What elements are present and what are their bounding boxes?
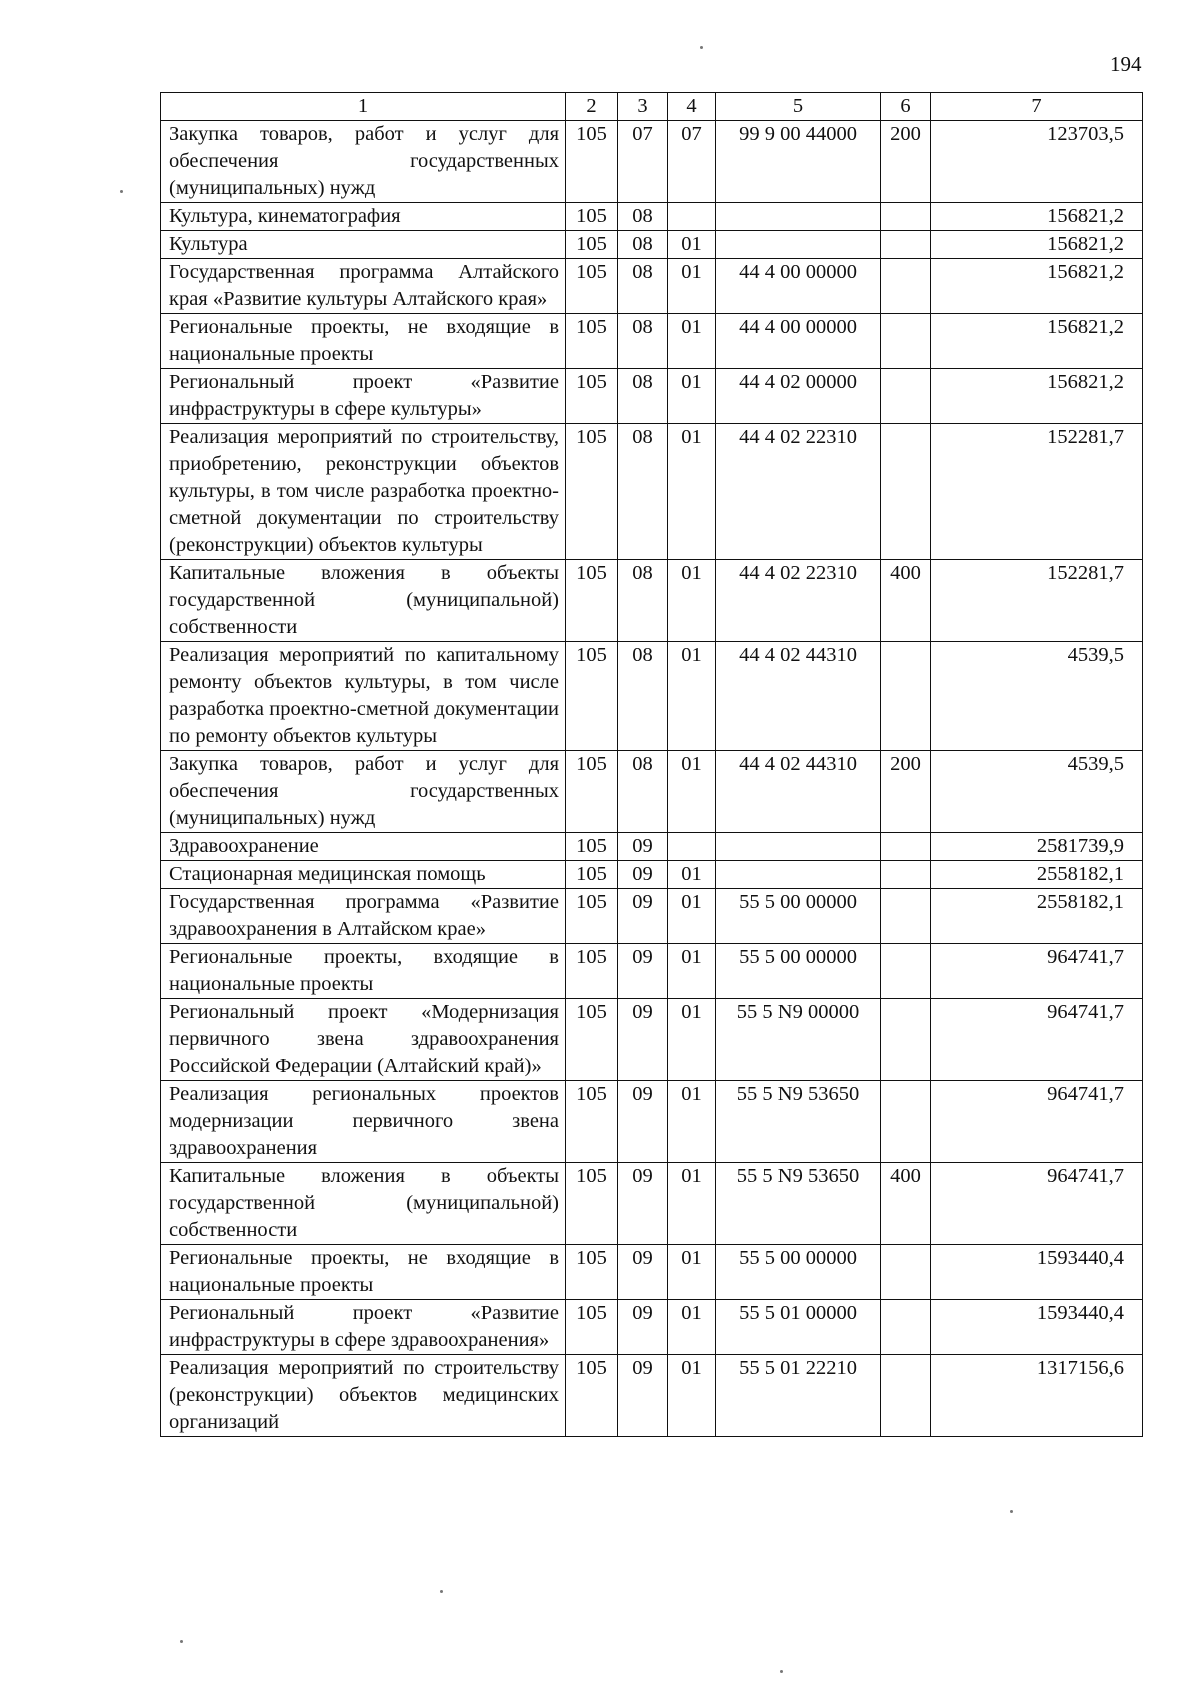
row-expense-type-code [881,231,931,259]
row-name: Здравоохранение [161,833,566,861]
row-ministry-code: 105 [566,1355,618,1437]
row-subsection-code: 01 [668,1355,716,1437]
row-ministry-code: 105 [566,560,618,642]
row-target-item-code: 44 4 02 22310 [716,560,881,642]
row-amount: 964741,7 [931,1163,1143,1245]
row-subsection-code: 01 [668,889,716,944]
header-cell-5: 5 [716,93,881,121]
table-row [161,1245,1143,1300]
scan-speck [1010,1510,1013,1513]
row-target-item-code: 55 5 N9 53650 [716,1081,881,1163]
row-amount: 964741,7 [931,1081,1143,1163]
table-row [161,424,1143,560]
row-target-item-code: 44 4 02 22310 [716,424,881,560]
row-expense-type-code [881,314,931,369]
row-expense-type-code [881,424,931,560]
table-row [161,231,1143,259]
row-section-code: 08 [618,560,668,642]
row-amount: 156821,2 [931,259,1143,314]
row-target-item-code: 44 4 02 00000 [716,369,881,424]
row-amount: 964741,7 [931,944,1143,999]
row-amount: 152281,7 [931,424,1143,560]
table-row [161,259,1143,314]
row-section-code: 09 [618,833,668,861]
row-amount: 2558182,1 [931,861,1143,889]
table-row [161,751,1143,833]
header-row [161,93,1143,121]
row-target-item-code: 55 5 01 00000 [716,1300,881,1355]
header-cell-7: 7 [931,93,1143,121]
scan-speck [180,1640,183,1643]
row-expense-type-code: 200 [881,751,931,833]
row-amount: 123703,5 [931,121,1143,203]
table-row [161,861,1143,889]
row-ministry-code: 105 [566,231,618,259]
row-amount: 152281,7 [931,560,1143,642]
row-name: Капитальные вложения в объекты государственной (муниципальной) собственности [161,560,566,642]
row-expense-type-code [881,1081,931,1163]
row-subsection-code: 01 [668,1245,716,1300]
table-row [161,944,1143,999]
row-section-code: 09 [618,1163,668,1245]
row-target-item-code: 44 4 00 00000 [716,314,881,369]
row-ministry-code: 105 [566,1163,618,1245]
row-section-code: 08 [618,642,668,751]
row-subsection-code: 01 [668,944,716,999]
row-amount: 4539,5 [931,751,1143,833]
row-amount: 1593440,4 [931,1245,1143,1300]
row-ministry-code: 105 [566,314,618,369]
row-subsection-code [668,833,716,861]
row-target-item-code: 44 4 02 44310 [716,642,881,751]
row-expense-type-code [881,861,931,889]
row-ministry-code: 105 [566,833,618,861]
row-ministry-code: 105 [566,1300,618,1355]
row-amount: 964741,7 [931,999,1143,1081]
row-target-item-code: 99 9 00 44000 [716,121,881,203]
row-expense-type-code: 400 [881,560,931,642]
row-ministry-code: 105 [566,642,618,751]
row-name: Реализация региональных проектов модернизации первичного звена здравоохранения [161,1081,566,1163]
header-cell-3: 3 [618,93,668,121]
row-expense-type-code: 400 [881,1163,931,1245]
table-row [161,1081,1143,1163]
header-cell-4: 4 [668,93,716,121]
row-expense-type-code [881,259,931,314]
row-amount: 4539,5 [931,642,1143,751]
row-name: Капитальные вложения в объекты государственной (муниципальной) собственности [161,1163,566,1245]
row-expense-type-code [881,833,931,861]
row-target-item-code: 44 4 02 44310 [716,751,881,833]
row-subsection-code: 01 [668,751,716,833]
scan-speck [780,1670,783,1673]
row-ministry-code: 105 [566,889,618,944]
row-name: Региональные проекты, не входящие в национальные проекты [161,314,566,369]
page-number: 194 [1110,52,1142,76]
row-name: Региональный проект «Развитие инфраструктуры в сфере культуры» [161,369,566,424]
scan-speck [700,46,703,49]
row-section-code: 09 [618,1355,668,1437]
row-section-code: 08 [618,751,668,833]
row-expense-type-code [881,1300,931,1355]
row-section-code: 08 [618,369,668,424]
row-name: Региональные проекты, не входящие в национальные проекты [161,1245,566,1300]
row-ministry-code: 105 [566,121,618,203]
row-subsection-code: 01 [668,1300,716,1355]
row-target-item-code [716,203,881,231]
row-amount: 1593440,4 [931,1300,1143,1355]
row-subsection-code: 01 [668,999,716,1081]
row-subsection-code: 01 [668,642,716,751]
row-name: Государственная программа Алтайского края «Развитие культуры Алтайского края» [161,259,566,314]
row-ministry-code: 105 [566,944,618,999]
header-cell-1: 1 [161,93,566,121]
row-section-code: 08 [618,259,668,314]
row-subsection-code: 01 [668,259,716,314]
row-section-code: 09 [618,1300,668,1355]
row-section-code: 09 [618,1081,668,1163]
row-expense-type-code [881,889,931,944]
row-subsection-code: 07 [668,121,716,203]
row-expense-type-code [881,203,931,231]
row-expense-type-code [881,999,931,1081]
row-amount: 2558182,1 [931,889,1143,944]
row-section-code: 08 [618,314,668,369]
table-row [161,889,1143,944]
row-ministry-code: 105 [566,1081,618,1163]
row-subsection-code: 01 [668,424,716,560]
row-expense-type-code [881,1245,931,1300]
row-amount: 1317156,6 [931,1355,1143,1437]
row-ministry-code: 105 [566,861,618,889]
table-row [161,833,1143,861]
row-target-item-code: 55 5 01 22210 [716,1355,881,1437]
row-name: Реализация мероприятий по строительству (реконструкции) объектов медицинских организаций [161,1355,566,1437]
table-row [161,369,1143,424]
table-row [161,1163,1143,1245]
row-target-item-code: 55 5 N9 00000 [716,999,881,1081]
row-ministry-code: 105 [566,424,618,560]
row-subsection-code: 01 [668,1081,716,1163]
row-section-code: 08 [618,231,668,259]
row-section-code: 09 [618,889,668,944]
row-name: Реализация мероприятий по строительству, приобретению, реконструкции объектов культуры, в том числе разработка проектно-сметной документации по строительству (реконструкции) объектов культуры [161,424,566,560]
row-expense-type-code [881,642,931,751]
row-name: Реализация мероприятий по капитальному ремонту объектов культуры, в том числе разработка проектно-сметной документации по ремонту объектов культуры [161,642,566,751]
scan-speck [440,1590,443,1593]
table-row [161,203,1143,231]
row-subsection-code: 01 [668,1163,716,1245]
row-ministry-code: 105 [566,369,618,424]
row-name: Государственная программа «Развитие здравоохранения в Алтайском крае» [161,889,566,944]
row-target-item-code: 55 5 N9 53650 [716,1163,881,1245]
row-expense-type-code [881,369,931,424]
table-row [161,999,1143,1081]
row-target-item-code [716,861,881,889]
row-amount: 2581739,9 [931,833,1143,861]
table-row [161,642,1143,751]
row-name: Региональный проект «Модернизация первичного звена здравоохранения Российской Федерации (Алтайский край)» [161,999,566,1081]
row-name: Региональные проекты, входящие в национальные проекты [161,944,566,999]
row-subsection-code: 01 [668,231,716,259]
row-name: Закупка товаров, работ и услуг для обеспечения государственных (муниципальных) нужд [161,751,566,833]
row-ministry-code: 105 [566,1245,618,1300]
row-name: Закупка товаров, работ и услуг для обеспечения государственных (муниципальных) нужд [161,121,566,203]
header-cell-6: 6 [881,93,931,121]
row-target-item-code: 55 5 00 00000 [716,889,881,944]
table-row [161,121,1143,203]
row-subsection-code: 01 [668,861,716,889]
row-section-code: 08 [618,424,668,560]
row-expense-type-code [881,944,931,999]
scan-speck [120,190,123,193]
row-amount: 156821,2 [931,369,1143,424]
row-section-code: 09 [618,944,668,999]
row-ministry-code: 105 [566,259,618,314]
row-amount: 156821,2 [931,231,1143,259]
row-target-item-code: 44 4 00 00000 [716,259,881,314]
row-name: Стационарная медицинская помощь [161,861,566,889]
table-row [161,1300,1143,1355]
header-cell-2: 2 [566,93,618,121]
row-target-item-code [716,833,881,861]
row-ministry-code: 105 [566,751,618,833]
row-section-code: 09 [618,861,668,889]
row-name: Региональный проект «Развитие инфраструктуры в сфере здравоохранения» [161,1300,566,1355]
row-amount: 156821,2 [931,203,1143,231]
row-subsection-code [668,203,716,231]
row-ministry-code: 105 [566,203,618,231]
row-section-code: 08 [618,203,668,231]
row-subsection-code: 01 [668,369,716,424]
row-section-code: 09 [618,999,668,1081]
row-section-code: 09 [618,1245,668,1300]
table-row [161,314,1143,369]
row-expense-type-code [881,1355,931,1437]
table-row [161,1355,1143,1437]
row-subsection-code: 01 [668,560,716,642]
row-name: Культура, кинематография [161,203,566,231]
row-ministry-code: 105 [566,999,618,1081]
row-section-code: 07 [618,121,668,203]
row-amount: 156821,2 [931,314,1143,369]
budget-table [160,92,1143,1437]
row-subsection-code: 01 [668,314,716,369]
row-name: Культура [161,231,566,259]
row-target-item-code: 55 5 00 00000 [716,944,881,999]
row-target-item-code [716,231,881,259]
table-row [161,560,1143,642]
row-target-item-code: 55 5 00 00000 [716,1245,881,1300]
row-expense-type-code: 200 [881,121,931,203]
